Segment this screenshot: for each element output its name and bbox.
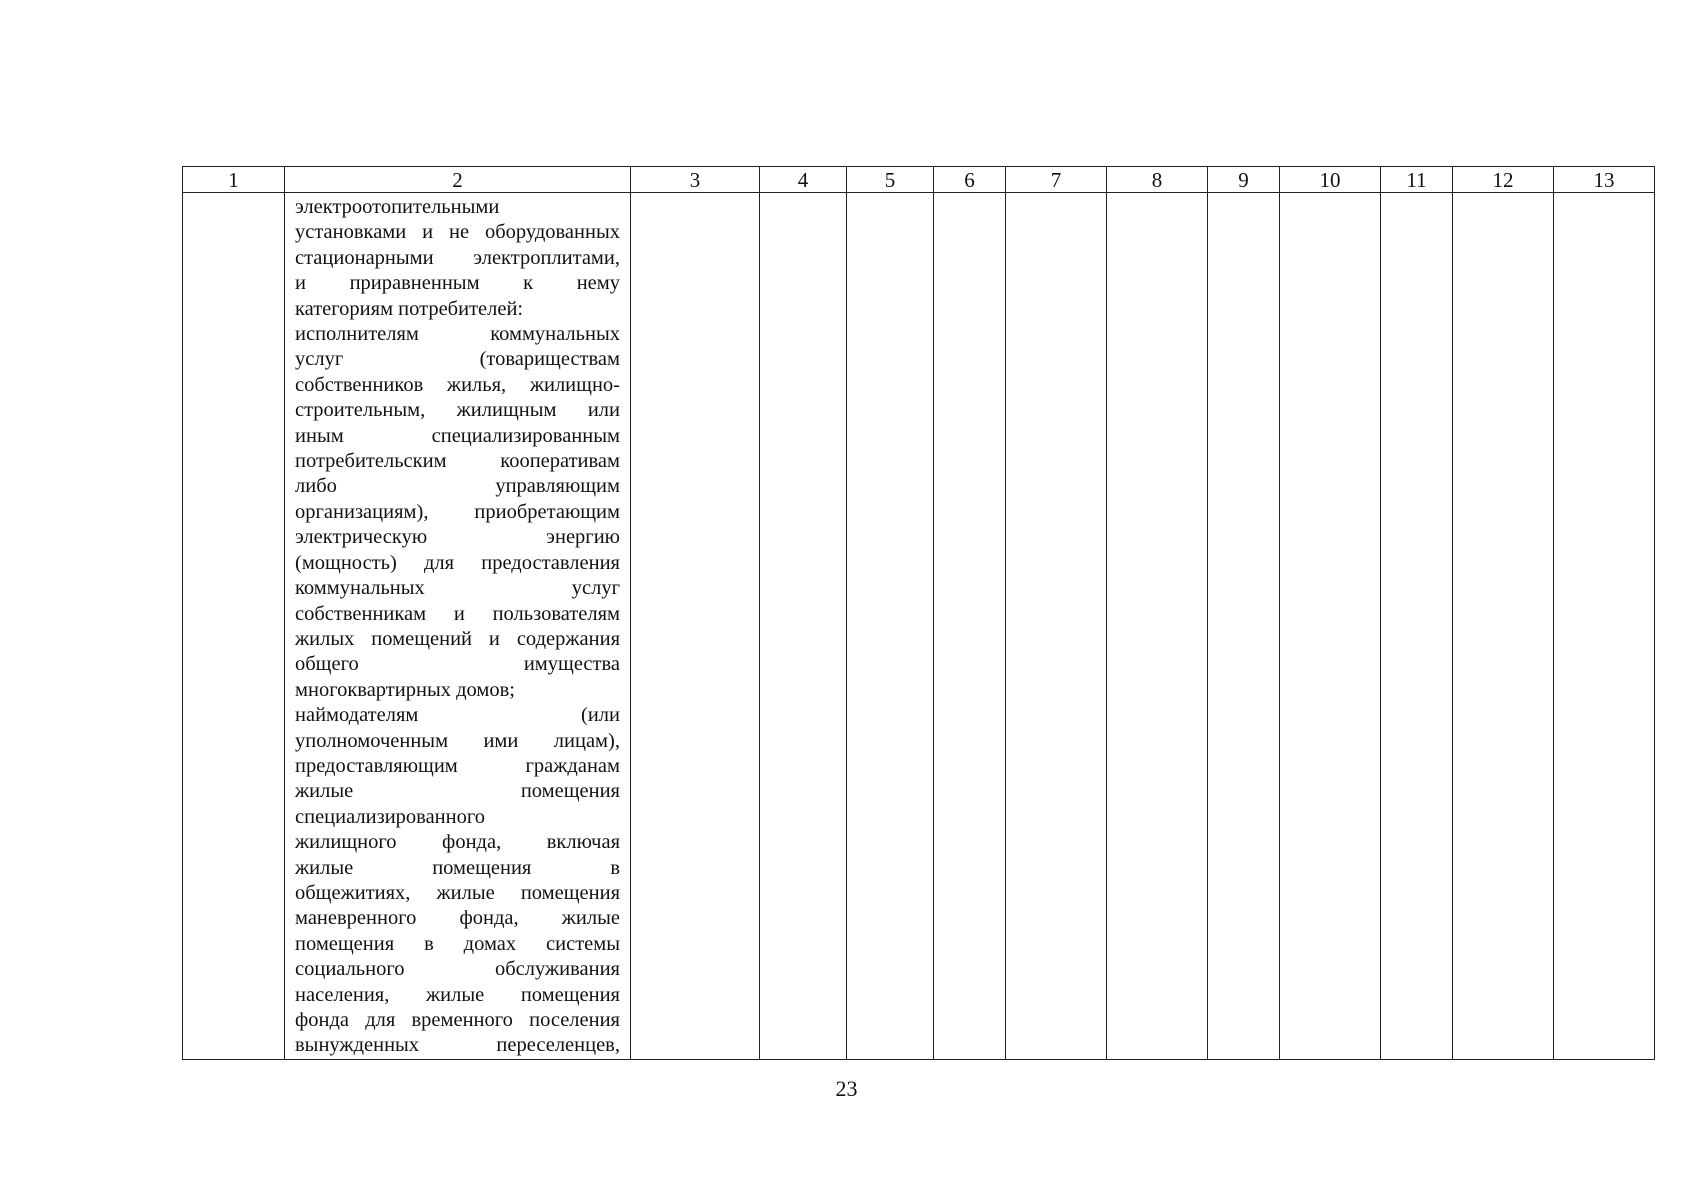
text-line: уполномоченным ими лицам), (295, 729, 620, 752)
text-line: электроотопительными (295, 196, 500, 218)
text-line: фонда для временного поселения (295, 1009, 620, 1031)
text-line: специализированного (295, 805, 486, 828)
text-line: социального обслуживания (295, 958, 620, 981)
text-line: собственников жилья, жилищно- (295, 373, 620, 396)
text-line: иным специализированным (295, 424, 620, 447)
table-cell (847, 193, 934, 1060)
column-header: 3 (631, 167, 760, 193)
text-line: электрическую энергию (295, 526, 620, 549)
table-cell (1208, 193, 1280, 1060)
text-line: организациям), приобретающим (295, 500, 620, 523)
column-header: 12 (1453, 167, 1554, 193)
text-line: жилых помещений и содержания (295, 627, 620, 650)
text-line: стационарными электроплитами, (295, 246, 620, 269)
table-cell (760, 193, 847, 1060)
text-line: жилые помещения (295, 780, 620, 803)
column-header: 10 (1280, 167, 1381, 193)
text-line: коммунальных услуг (295, 577, 620, 600)
text-line: собственникам и пользователям (295, 602, 620, 625)
table-cell (1554, 193, 1655, 1060)
column-header: 5 (847, 167, 934, 193)
table-cell (1006, 193, 1107, 1060)
text-line: исполнителям коммунальных (295, 323, 620, 346)
table-cell (1280, 193, 1381, 1060)
table-cell (631, 193, 760, 1060)
text-line: вынужденных переселенцев, (295, 1034, 620, 1057)
page-number: 23 (835, 1076, 858, 1101)
column-header: 7 (1006, 167, 1107, 193)
text-line: многоквартирных домов; (295, 678, 515, 701)
table-cell (934, 193, 1006, 1060)
table-cell (1107, 193, 1208, 1060)
text-line: (мощность) для предоставления (295, 551, 620, 574)
column-header: 13 (1554, 167, 1655, 193)
text-line: помещения в домах системы (295, 932, 620, 955)
text-line: услуг (товариществам (295, 348, 620, 371)
text-line: жилые помещения в (295, 856, 620, 879)
text-line: наймодателям (или (295, 704, 620, 727)
text-line: общего имущества (295, 653, 620, 676)
table-cell (1453, 193, 1554, 1060)
text-line: общежитиях, жилые помещения (295, 881, 620, 904)
text-line: потребительским кооперативам (295, 450, 620, 473)
table-row (183, 193, 1655, 1060)
table-cell (183, 193, 285, 1060)
table-cell (1381, 193, 1453, 1060)
text-line: категориям потребителей: (295, 297, 524, 320)
column-header: 2 (285, 167, 631, 193)
text-line: установками и не оборудованных (295, 221, 620, 244)
column-header: 9 (1208, 167, 1280, 193)
text-line: строительным, жилищным или (295, 399, 620, 422)
text-line: предоставляющим гражданам (295, 754, 620, 777)
text-line: маневренного фонда, жилые (295, 907, 620, 930)
column-header: 6 (934, 167, 1006, 193)
data-table (182, 166, 1655, 1060)
column-header: 1 (183, 167, 285, 193)
column-header: 11 (1381, 167, 1453, 193)
header-row (183, 167, 1655, 193)
column-header: 4 (760, 167, 847, 193)
column-header: 8 (1107, 167, 1208, 193)
description-cell (285, 193, 631, 1060)
text-line: либо управляющим (295, 475, 620, 498)
text-line: и приравненным к нему (295, 272, 620, 295)
text-line: жилищного фонда, включая (295, 831, 620, 854)
text-line: населения, жилые помещения (295, 983, 620, 1006)
